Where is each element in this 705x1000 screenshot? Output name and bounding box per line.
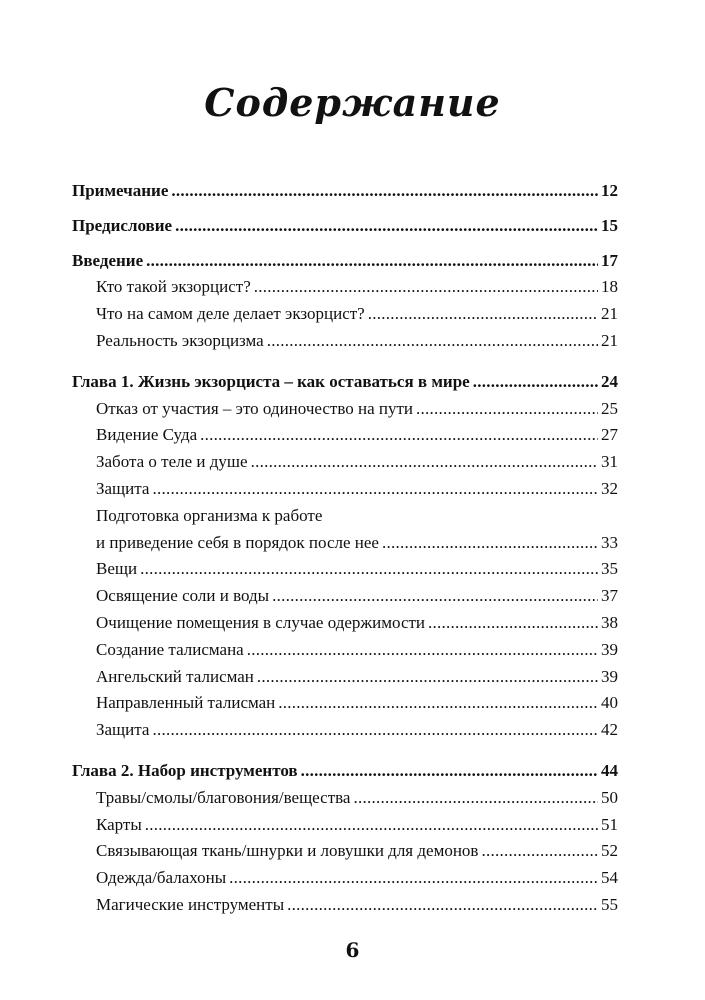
toc-subentry[interactable] [72, 892, 618, 919]
toc-subentry[interactable] [72, 838, 618, 865]
toc-entry-label: Освящение соли и воды [96, 586, 270, 606]
dot-leader [473, 369, 598, 396]
toc-entry[interactable] [72, 178, 618, 205]
toc-entry-page: 33 [601, 532, 618, 552]
dot-leader [146, 248, 598, 275]
table-of-contents [72, 178, 618, 919]
toc-entry-page: 40 [601, 693, 618, 713]
toc-entry-label: Магические инструменты [96, 894, 285, 914]
page-number: 6 [345, 938, 360, 962]
dot-leader [353, 785, 598, 812]
dot-leader [257, 664, 598, 691]
toc-entry-page: 39 [601, 666, 618, 686]
toc-entry-page: 17 [601, 250, 618, 270]
toc-subentry[interactable] [72, 610, 618, 637]
toc-entry-label: Введение [72, 250, 144, 270]
toc-entry[interactable] [72, 248, 618, 275]
toc-entry-label: Глава 1. Жизнь экзорциста – как оставаться в мире [72, 371, 470, 391]
toc-subentry[interactable] [72, 301, 618, 328]
dot-leader [481, 838, 598, 865]
dot-leader [229, 865, 598, 892]
dot-leader [267, 328, 598, 355]
dot-leader [200, 422, 598, 449]
toc-entry-label: Отказ от участия – это одиночество на пути [96, 398, 413, 418]
dot-leader [287, 892, 598, 919]
toc-entry-page: 18 [601, 277, 618, 297]
dot-leader [247, 637, 598, 664]
dot-leader [254, 274, 598, 301]
toc-subentry[interactable] [72, 422, 618, 449]
toc-entry-label: Одежда/балахоны [96, 868, 227, 888]
toc-subentry[interactable] [72, 664, 618, 691]
toc-entry[interactable] [72, 213, 618, 240]
toc-subentry[interactable] [72, 583, 618, 610]
toc-subentry[interactable] [72, 530, 618, 557]
dot-leader [140, 556, 598, 583]
toc-subentry[interactable] [72, 637, 618, 664]
toc-entry-page: 15 [601, 215, 618, 235]
toc-entry-label: Травы/смолы/благовония/вещества [96, 787, 351, 807]
toc-entry-page: 32 [601, 478, 618, 498]
toc-entry[interactable] [72, 369, 618, 396]
toc-entry-label: Защита [96, 720, 150, 740]
toc-entry-label: Создание талисмана [96, 639, 244, 659]
toc-entry-label: и приведение себя в порядок после нее [96, 532, 379, 552]
toc-entry-label: Глава 2. Набор инструментов [72, 760, 298, 780]
toc-entry-page: 35 [601, 559, 618, 579]
dot-leader [278, 690, 598, 717]
dot-leader [152, 476, 598, 503]
dot-leader [175, 213, 598, 240]
toc-entry-label: Защита [96, 478, 150, 498]
toc-entry-page: 27 [601, 425, 618, 445]
toc-entry-label: Ангельский талисман [96, 666, 254, 686]
toc-entry-label: Кто такой экзорцист? [96, 277, 251, 297]
dot-leader [428, 610, 598, 637]
page-title: Содержание [204, 80, 501, 125]
dot-leader [368, 301, 598, 328]
dot-leader [145, 812, 598, 839]
dot-leader [171, 178, 598, 205]
toc-entry-label: Направленный талисман [96, 693, 276, 713]
toc-entry-label: Видение Суда [96, 425, 198, 445]
toc-entry-page: 24 [601, 371, 618, 391]
toc-subentry[interactable] [72, 717, 618, 744]
toc-entry-page: 39 [601, 639, 618, 659]
dot-leader [416, 396, 598, 423]
toc-subentry-line[interactable] [72, 503, 618, 530]
toc-entry-label: Реальность экзорцизма [96, 330, 264, 350]
toc-subentry[interactable] [72, 690, 618, 717]
toc-entry-label: Связывающая ткань/шнурки и ловушки для демонов [96, 841, 479, 861]
toc-entry-label: Примечание [72, 181, 169, 200]
toc-entry[interactable] [72, 758, 618, 785]
toc-subentry[interactable] [72, 274, 618, 301]
toc-entry-page: 52 [601, 841, 618, 861]
toc-subentry[interactable] [72, 865, 618, 892]
toc-entry-page: 54 [601, 868, 618, 888]
toc-entry-page: 12 [601, 181, 618, 200]
toc-entry-label: Очищение помещения в случае одержимости [96, 612, 426, 632]
dot-leader [152, 717, 598, 744]
dot-leader [382, 530, 598, 557]
toc-subentry[interactable] [72, 476, 618, 503]
toc-entry-page: 55 [601, 894, 618, 914]
toc-entry-label: Карты [96, 814, 142, 834]
toc-entry-page: 51 [601, 814, 618, 834]
toc-entry-page: 44 [601, 760, 618, 780]
toc-entry-page: 25 [601, 398, 618, 418]
toc-entry-page: 38 [601, 612, 618, 632]
toc-entry-page: 31 [601, 452, 618, 472]
toc-entry-label: Что на самом деле делает экзорцист? [96, 304, 365, 324]
toc-entry-label: Забота о теле и душе [96, 452, 248, 472]
toc-entry-page: 21 [601, 330, 618, 350]
toc-subentry[interactable] [72, 556, 618, 583]
toc-entry-label: Подготовка организма к работе [96, 505, 323, 525]
toc-subentry[interactable] [72, 396, 618, 423]
toc-subentry[interactable] [72, 449, 618, 476]
toc-subentry[interactable] [72, 328, 618, 355]
dot-leader [272, 583, 598, 610]
toc-entry-page: 21 [601, 304, 618, 324]
toc-entry-page: 42 [601, 720, 618, 740]
toc-entry-page: 37 [601, 586, 618, 606]
toc-entry-label: Вещи [96, 559, 138, 579]
dot-leader [301, 758, 598, 785]
dot-leader [251, 449, 598, 476]
toc-subentry[interactable] [72, 785, 618, 812]
toc-subentry[interactable] [72, 812, 618, 839]
toc-entry-label: Предисловие [72, 215, 173, 235]
toc-entry-page: 50 [601, 787, 618, 807]
